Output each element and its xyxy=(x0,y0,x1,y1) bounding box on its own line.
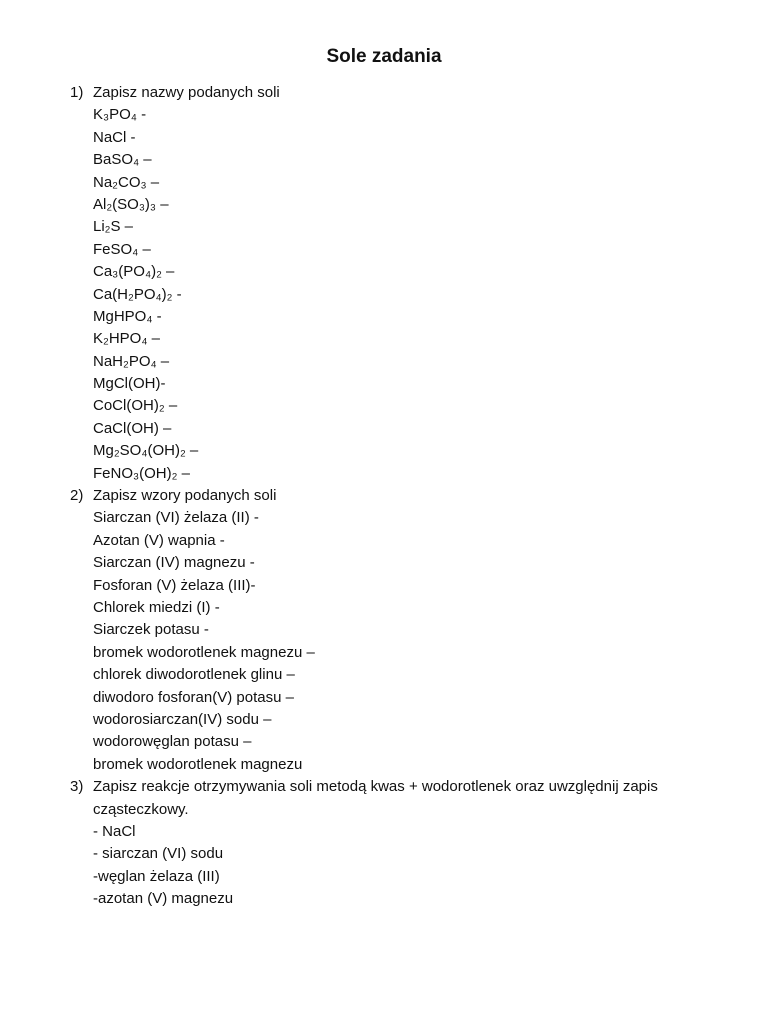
salt-formula: CaCl(OH) – xyxy=(93,419,172,437)
page-title: Sole zadania xyxy=(326,46,442,67)
salt-name: Siarczek potasu - xyxy=(93,621,209,639)
salt-name: chlorek diwodorotlenek glinu – xyxy=(93,666,295,684)
salt-name: wodorosiarczan(IV) sodu – xyxy=(93,710,272,728)
salt-name: Azotan (V) wapnia - xyxy=(93,531,225,549)
salt-formula: NaCl - xyxy=(93,128,136,146)
reaction-item: - NaCl xyxy=(93,822,136,840)
task-number: 2) xyxy=(70,487,84,505)
salt-formula: Na₂CO₃ – xyxy=(93,173,160,191)
salt-name: Fosforan (V) żelaza (III)- xyxy=(93,576,256,594)
salt-formula: FeSO₄ – xyxy=(93,240,151,258)
salt-name: bromek wodorotlenek magnezu – xyxy=(93,643,315,661)
salt-formula: Mg₂SO₄(OH)₂ – xyxy=(93,442,199,460)
salt-formula: Ca(H₂PO₄)₂ - xyxy=(93,285,182,303)
task-prompt: Zapisz reakcje otrzymywania soli metodą kwas + wodorotlenek oraz uwzględnij zapis cząsteczkowy. xyxy=(93,778,658,818)
task-3 xyxy=(0,776,768,910)
salt-name: Siarczan (VI) żelaza (II) - xyxy=(93,509,259,527)
salt-formula: MgHPO₄ - xyxy=(93,307,162,325)
salt-formula: BaSO₄ – xyxy=(93,151,152,169)
salt-formula: Al₂(SO₃)₃ – xyxy=(93,195,169,213)
salt-name: Chlorek miedzi (I) - xyxy=(93,598,220,616)
salt-name: bromek wodorotlenek magnezu xyxy=(93,755,303,773)
salt-formula: Ca₃(PO₄)₂ – xyxy=(93,263,175,281)
reaction-item: - siarczan (VI) sodu xyxy=(93,845,224,863)
salt-formula: NaH₂PO₄ – xyxy=(93,352,170,370)
salt-name: diwodoro fosforan(V) potasu – xyxy=(93,688,294,706)
task-2 xyxy=(0,485,768,776)
salt-formula: MgCl(OH)- xyxy=(93,375,166,393)
salt-name: Siarczan (IV) magnezu - xyxy=(93,554,255,572)
task-list xyxy=(0,82,768,910)
salt-formula: Li₂S – xyxy=(93,218,134,236)
salt-formula: K₂HPO₄ – xyxy=(93,330,160,348)
salt-formula: K₃PO₄ - xyxy=(93,106,147,124)
task-number: 1) xyxy=(70,84,84,101)
salt-name: wodorowęglan potasu – xyxy=(93,733,252,751)
task-number: 3) xyxy=(70,778,84,796)
salt-formula: FeNO₃(OH)₂ – xyxy=(93,464,190,482)
reaction-item: -węglan żelaza (III) xyxy=(93,867,220,885)
task-prompt: Zapisz nazwy podanych soli xyxy=(93,84,280,101)
task-prompt: Zapisz wzory podanych soli xyxy=(93,487,277,505)
reaction-item: -azotan (V) magnezu xyxy=(93,890,234,908)
task-1 xyxy=(0,82,768,485)
salt-formula: CoCl(OH)₂ – xyxy=(93,397,178,415)
